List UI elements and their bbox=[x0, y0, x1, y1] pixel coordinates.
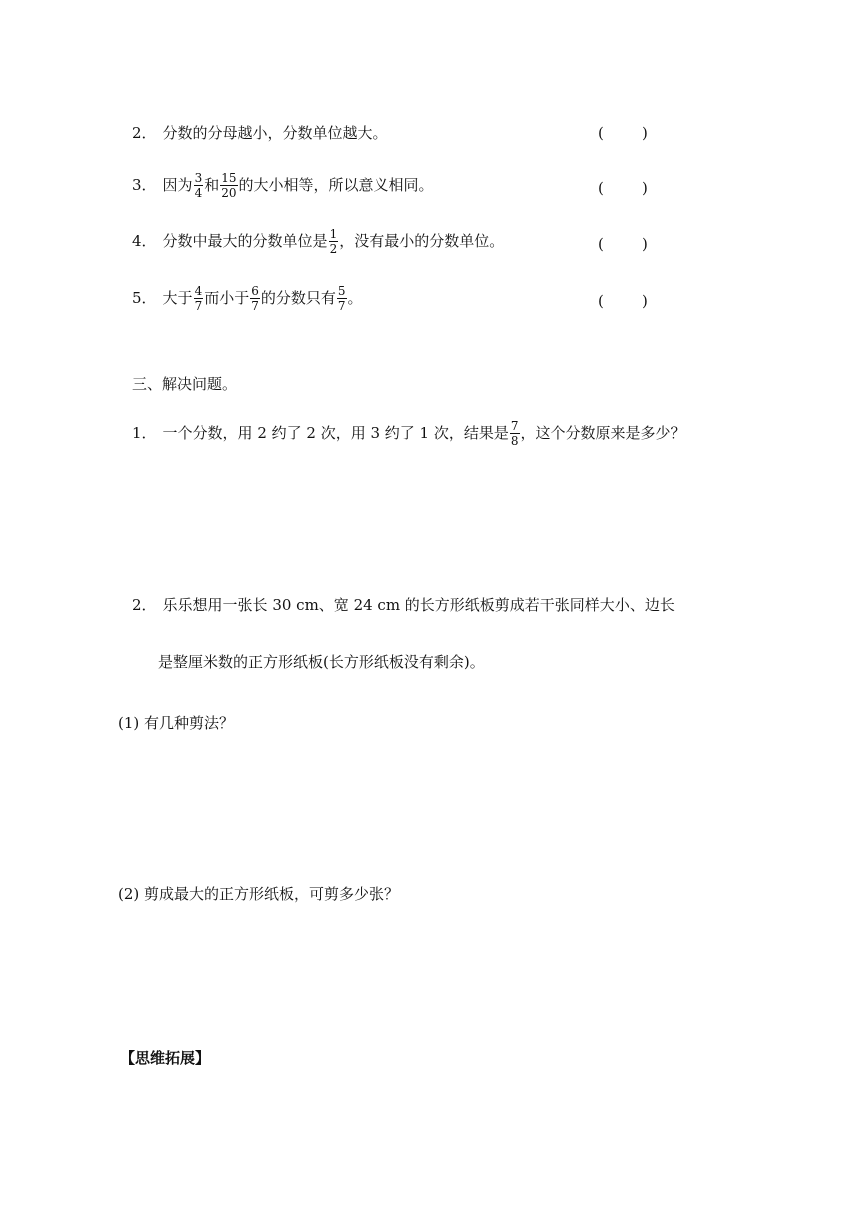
denominator: 2 bbox=[329, 242, 338, 256]
problem-2 bbox=[132, 598, 675, 613]
fraction bbox=[220, 172, 237, 199]
fraction bbox=[329, 228, 339, 255]
item-text: 和 bbox=[204, 176, 220, 194]
numerator: 1 bbox=[329, 227, 338, 241]
item-text: ，这个分数原来是多少？ bbox=[520, 424, 686, 442]
answer-paren-4[interactable]: ( ) bbox=[598, 235, 648, 253]
fraction bbox=[194, 285, 204, 312]
judgement-item-3 bbox=[132, 172, 434, 199]
problem-2-continued bbox=[158, 655, 485, 670]
numerator: 6 bbox=[251, 284, 259, 298]
judgement-item-4 bbox=[132, 228, 504, 255]
numerator: 15 bbox=[221, 171, 237, 185]
denominator: 7 bbox=[251, 299, 259, 313]
sub-question-2: (2) 剪成最大的正方形纸板，可剪多少张？ bbox=[118, 885, 400, 903]
item-text: 因为 bbox=[162, 176, 193, 194]
extension-title: 【思维拓展】 bbox=[120, 1049, 211, 1067]
fraction bbox=[510, 420, 520, 447]
numerator: 4 bbox=[194, 284, 203, 298]
denominator: 4 bbox=[194, 186, 203, 200]
denominator: 8 bbox=[510, 434, 519, 448]
item-number: 2． bbox=[132, 124, 157, 142]
problem-1 bbox=[132, 420, 686, 447]
fraction bbox=[194, 172, 204, 199]
item-text: 是整厘米数的正方形纸板(长方形纸板没有剩余)。 bbox=[158, 653, 485, 671]
fraction bbox=[337, 285, 347, 312]
answer-paren-5[interactable]: ( ) bbox=[598, 292, 648, 310]
answer-paren-2[interactable]: ( ) bbox=[598, 124, 648, 142]
numerator: 5 bbox=[337, 284, 346, 298]
fraction bbox=[250, 285, 260, 312]
section-title: 三、解决问题。 bbox=[132, 375, 238, 393]
item-text: 而小于 bbox=[204, 289, 250, 307]
item-number: 2． bbox=[132, 596, 157, 614]
item-text: ，没有最小的分数单位。 bbox=[339, 232, 505, 250]
answer-paren-3[interactable]: ( ) bbox=[598, 179, 648, 197]
judgement-item-5 bbox=[132, 285, 363, 312]
denominator: 7 bbox=[194, 299, 203, 313]
item-text: 大于 bbox=[162, 289, 193, 307]
item-text: 。 bbox=[347, 289, 363, 307]
numerator: 3 bbox=[194, 171, 203, 185]
sub-question-1: (1) 有几种剪法？ bbox=[118, 714, 235, 732]
judgement-item-2 bbox=[132, 126, 388, 141]
item-text: 一个分数，用 2 约了 2 次，用 3 约了 1 次，结果是 bbox=[162, 424, 509, 442]
item-text: 分数的分母越小，分数单位越大。 bbox=[162, 124, 388, 142]
item-number: 5． bbox=[132, 289, 157, 307]
numerator: 7 bbox=[510, 419, 519, 433]
item-text: 的大小相等，所以意义相同。 bbox=[238, 176, 434, 194]
item-number: 1． bbox=[132, 424, 157, 442]
item-text: 乐乐想用一张长 30 cm、宽 24 cm 的长方形纸板剪成若干张同样大小、边长 bbox=[162, 596, 675, 614]
denominator: 20 bbox=[221, 186, 237, 200]
item-text: 的分数只有 bbox=[260, 289, 336, 307]
denominator: 7 bbox=[337, 299, 346, 313]
item-text: 分数中最大的分数单位是 bbox=[162, 232, 328, 250]
item-number: 3． bbox=[132, 176, 157, 194]
item-number: 4． bbox=[132, 232, 157, 250]
